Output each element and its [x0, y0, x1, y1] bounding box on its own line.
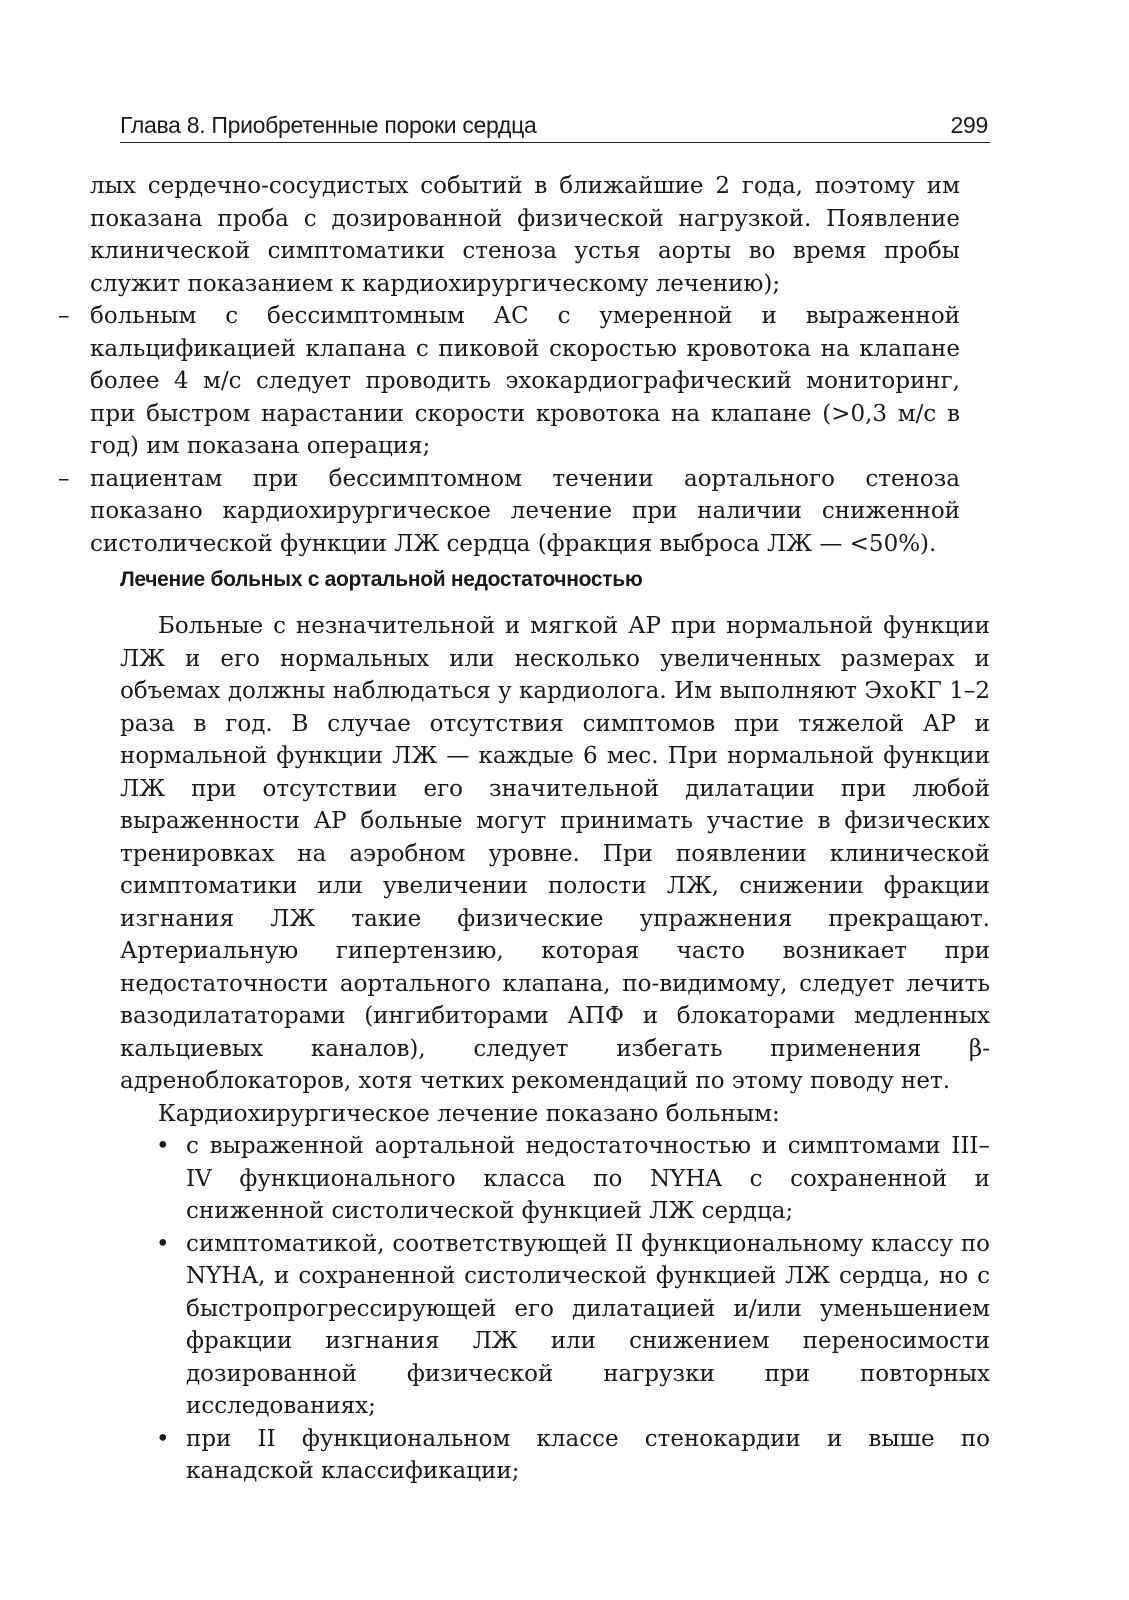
bullet-text: при II функциональном классе стенокардии и выше по канадской классификации; — [186, 1425, 990, 1484]
dash-list-item — [58, 463, 960, 561]
page-number: 299 — [950, 112, 988, 138]
bullet-text: с выраженной аортальной недостаточностью и симптомами III–IV функционального класса по NYHA с сохраненной и сниженной систолической функцией ЛЖ сердца; — [186, 1133, 990, 1224]
continued-list — [58, 170, 960, 560]
bullet-list-item — [156, 1130, 990, 1228]
bullet-text: симптоматикой, соответствующей II функциональному классу по NYHA, и сохраненной систолической функцией ЛЖ сердца, но с быстропрогрессирующей его дилатацией и/или уменьшением фракции изгнания ЛЖ или снижением переносимости дозированной физической нагрузки при повторных исследованиях; — [186, 1230, 990, 1419]
continued-text: лых сердечно-сосудистых событий в ближайшие 2 года, поэтому им показана проба с дозированной физической нагрузкой. Появление клинической симптоматики стеноза устья аорты во время пробы служит показанием к кардиохирургическому лечению); — [90, 173, 960, 297]
dash-item-text: больным с бессимптомным АС с умеренной и выраженной кальцификацией клапана с пиковой скоростью кровотока на клапане более 4 м/с следует проводить эхокардиографический мониторинг, при быстром нарастании скорости кровотока на клапане (>0,3 м/с в год) им показана операция; — [90, 303, 960, 459]
body-paragraph: Больные с незначительной и мягкой АР при нормальной функции ЛЖ и его нормальных или несколько увеличенных размерах и объемах должны наблюдаться у кардиолога. Им выполняют ЭхоКГ 1–2 раза в год. В случае отсутствия симптомов при тяжелой АР и нормальной функции ЛЖ — каждые 6 мес. При нормальной функции ЛЖ при отсутствии его значительной дилатации при любой выраженности АР больные могут принимать участие в физических тренировках на аэробном уровне. При появлении клинической симптоматики или увеличении полости ЛЖ, снижении фракции изгнания ЛЖ такие физические упражнения прекращают. Артериальную гипертензию, которая часто возникает при недостаточности аортального клапана, по-видимому, следует лечить вазодилататорами (ингибиторами АПФ и блокаторами медленных кальциевых каналов), следует избегать применения β-адреноблокаторов, хотя четких рекомендаций по этому поводу нет. — [120, 613, 990, 1094]
bullet-list-item — [156, 1228, 990, 1423]
dash-marker: – — [58, 303, 70, 329]
body-paragraph: Кардиохирургическое лечение показано больным: — [158, 1100, 780, 1127]
section-heading: Лечение больных с аортальной недостаточностью — [120, 568, 643, 591]
bullet-list — [120, 1130, 990, 1488]
dash-list-item — [58, 300, 960, 463]
bullet-marker: • — [156, 1230, 170, 1257]
bullet-list-item — [156, 1423, 990, 1488]
section-body — [120, 610, 990, 1488]
dash-item-text: пациентам при бессимптомном течении аортального стеноза показано кардиохирургическое лечение при наличии сниженной систолической функции ЛЖ сердца (фракция выброса ЛЖ — <50%). — [90, 465, 960, 557]
bullet-marker: • — [156, 1133, 170, 1159]
bullet-marker: • — [156, 1425, 170, 1452]
running-head — [120, 112, 990, 143]
dash-marker: – — [58, 465, 70, 492]
chapter-title: Глава 8. Приобретенные пороки сердца — [120, 112, 537, 138]
